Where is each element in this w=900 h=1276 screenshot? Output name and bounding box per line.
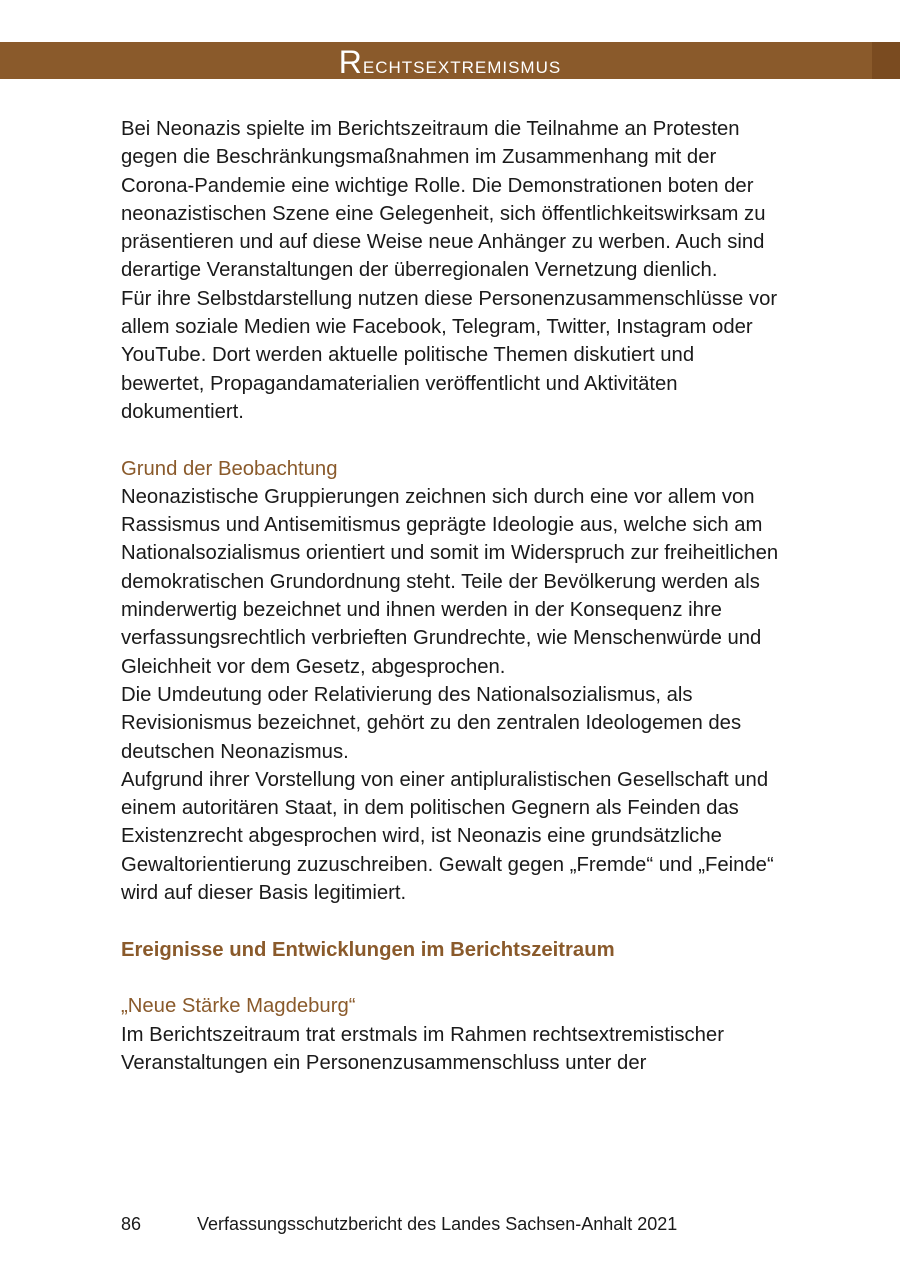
page-number: 86 (121, 1214, 142, 1234)
subheading-neue-staerke: „Neue Stärke Magdeburg“ (121, 995, 356, 1018)
paragraph: Die Umdeutung oder Relativierung des Nationalsozialismus, als Revisionismus bezeichnet, gehört zu den zentralen Ideologemen des deutschen Neonazismus. (121, 683, 742, 763)
body-text (121, 115, 781, 1077)
paragraph: Aufgrund ihrer Vorstellung von einer antipluralistischen Gesellschaft und einem autoritären Staat, in dem politischen Gegnern als Feinden das Existenzrecht abgesprochen wird, ist Neonazis eine grundsätzliche Gewaltorientierung zuzuschreiben. Gewalt gegen „Fremde“ und „Feinde“ wird auf dieser Basis legitimiert. (121, 768, 774, 905)
paragraph: Im Berichtszeitraum trat erstmals im Rahmen rechtsextremistischer Veranstaltungen ein Personenzusammenschluss unter der (121, 1023, 724, 1074)
page-footer (121, 1214, 677, 1235)
section-heading: Ereignisse und Entwicklungen im Berichtszeitraum (121, 938, 615, 961)
paragraph: Neonazistische Gruppierungen zeichnen sich durch eine vor allem von Rassismus und Antisemitismus geprägte Ideologie aus, welche sich am Nationalsozialismus orientiert und somit im Widerspruch zur freiheitlichen demokratischen Grundordnung steht. Teile der Bevölkerung werden als minderwertig bezeichnet und ihnen werden in der Konsequenz ihre verfassungsrechtlich verbrieften Grundrechte, wie Menschenwürde und Gleichheit vor dem Gesetz, abgesprochen. (121, 485, 779, 678)
subheading-grund: Grund der Beobachtung (121, 457, 338, 480)
publication-title: Verfassungsschutzbericht des Landes Sachsen-Anhalt 2021 (197, 1214, 678, 1234)
paragraph: Für ihre Selbstdarstellung nutzen diese Personenzusammenschlüsse vor allem soziale Medien wie Facebook, Telegram, Twitter, Instagram oder YouTube. Dort werden aktuelle politische Themen diskutiert und bewertet, Propagandamaterialien veröffentlicht und Aktivitäten dokumentiert. (121, 287, 778, 423)
chapter-header-bar (0, 42, 900, 79)
paragraph: Bei Neonazis spielte im Berichtszeitraum die Teilnahme an Protesten gegen die Beschränkungsmaßnahmen im Zusammenhang mit der Corona-Pandemie eine wichtige Rolle. Die Demonstrationen boten der neonazistischen Szene eine Gelegenheit, sich öffentlichkeitswirksam zu präsentieren und auf diese Weise neue Anhänger zu werben. Auch sind derartige Veranstaltungen der überregionalen Vernetzung dienlich. (121, 118, 766, 282)
chapter-title: Rechtsextremismus (338, 44, 562, 80)
